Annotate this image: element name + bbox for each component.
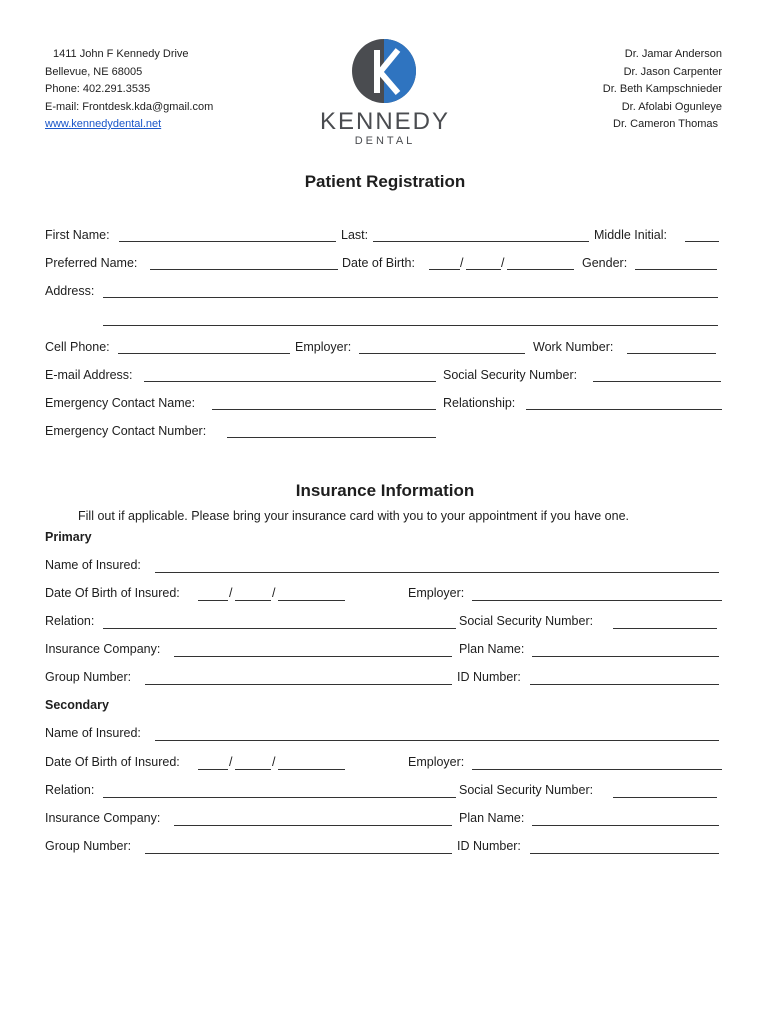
secondary-employer-label: Employer:: [408, 755, 465, 769]
primary-name-of-insured-field[interactable]: [155, 572, 719, 573]
preferred-name-field[interactable]: [150, 269, 338, 270]
first-name-field[interactable]: [119, 241, 336, 242]
primary-group-number-label: Group Number:: [45, 670, 132, 684]
primary-employer-field[interactable]: [472, 600, 722, 601]
secondary-employer-field[interactable]: [472, 769, 722, 770]
secondary-dob-day-field[interactable]: [235, 769, 271, 770]
primary-group-number-field[interactable]: [145, 684, 452, 685]
primary-dob-year-field[interactable]: [278, 600, 345, 601]
secondary-group-number-label: Group Number:: [45, 839, 132, 853]
secondary-id-number-label: ID Number:: [457, 839, 521, 853]
dob-separator: /: [460, 256, 464, 270]
date-of-birth-label: Date of Birth:: [342, 256, 415, 270]
middle-initial-label: Middle Initial:: [594, 228, 667, 242]
clinic-address-line2: Bellevue, NE 68005: [45, 65, 143, 78]
last-name-field[interactable]: [373, 241, 589, 242]
secondary-relation-label: Relation:: [45, 783, 95, 797]
secondary-plan-name-field[interactable]: [532, 825, 719, 826]
cell-phone-label: Cell Phone:: [45, 340, 110, 354]
primary-insurance-company-label: Insurance Company:: [45, 642, 161, 656]
address-label: Address:: [45, 284, 95, 298]
secondary-relation-field[interactable]: [103, 797, 456, 798]
primary-heading: Primary: [45, 530, 92, 544]
dob-day-field[interactable]: [466, 269, 501, 270]
address-field-line2[interactable]: [103, 325, 718, 326]
primary-id-number-field[interactable]: [530, 684, 719, 685]
relationship-label: Relationship:: [443, 396, 516, 410]
secondary-dob-insured-label: Date Of Birth of Insured:: [45, 755, 180, 769]
dob-separator: /: [272, 586, 276, 600]
first-name-label: First Name:: [45, 228, 110, 242]
email-address-label: E-mail Address:: [45, 368, 133, 382]
ssn-label: Social Security Number:: [443, 368, 578, 382]
clinic-address-line1: 1411 John F Kennedy Drive: [53, 48, 189, 60]
primary-employer-label: Employer:: [408, 586, 465, 600]
doctor-name: Dr. Beth Kampschnieder: [602, 83, 722, 95]
dob-separator: /: [229, 586, 233, 600]
logo-circle-icon: [300, 36, 470, 106]
secondary-name-of-insured-label: Name of Insured:: [45, 726, 141, 740]
emergency-contact-name-field[interactable]: [212, 409, 436, 410]
primary-insurance-company-field[interactable]: [174, 656, 452, 657]
cell-phone-field[interactable]: [118, 353, 290, 354]
dob-separator: /: [272, 755, 276, 769]
primary-name-of-insured-label: Name of Insured:: [45, 558, 141, 572]
patient-registration-title: Patient Registration: [304, 172, 466, 191]
work-number-field[interactable]: [627, 353, 716, 354]
primary-ssn-field[interactable]: [613, 628, 717, 629]
dob-year-field[interactable]: [507, 269, 574, 270]
primary-ssn-label: Social Security Number:: [459, 614, 594, 628]
work-number-label: Work Number:: [533, 340, 614, 354]
primary-dob-day-field[interactable]: [235, 600, 271, 601]
secondary-name-of-insured-field[interactable]: [155, 740, 719, 741]
gender-field[interactable]: [635, 269, 717, 270]
secondary-ssn-field[interactable]: [613, 797, 717, 798]
insurance-instructions: Fill out if applicable. Please bring your insurance card with you to your appointment if you have one.: [78, 509, 630, 523]
doctor-name: Dr. Cameron Thomas: [613, 118, 718, 130]
address-field-line1[interactable]: [103, 297, 718, 298]
preferred-name-label: Preferred Name:: [45, 256, 138, 270]
clinic-phone: Phone: 402.291.3535: [45, 83, 151, 95]
logo-subtitle: DENTAL: [354, 135, 416, 147]
secondary-plan-name-label: Plan Name:: [459, 811, 525, 825]
middle-initial-field[interactable]: [685, 241, 719, 242]
secondary-insurance-company-field[interactable]: [174, 825, 452, 826]
clinic-email: E-mail: Frontdesk.kda@gmail.com: [45, 100, 214, 113]
doctor-list: [603, 46, 722, 134]
employer-label: Employer:: [295, 340, 352, 354]
emergency-contact-name-label: Emergency Contact Name:: [45, 396, 196, 410]
insurance-information-title: Insurance Information: [295, 481, 475, 500]
secondary-dob-year-field[interactable]: [278, 769, 345, 770]
clinic-info: [45, 46, 213, 134]
secondary-ssn-label: Social Security Number:: [459, 783, 594, 797]
secondary-group-number-field[interactable]: [145, 853, 452, 854]
secondary-id-number-field[interactable]: [530, 853, 719, 854]
doctor-name: Dr. Jamar Anderson: [624, 48, 722, 60]
primary-plan-name-label: Plan Name:: [459, 642, 525, 656]
primary-plan-name-field[interactable]: [532, 656, 719, 657]
secondary-dob-month-field[interactable]: [198, 769, 228, 770]
primary-dob-insured-label: Date Of Birth of Insured:: [45, 586, 180, 600]
primary-relation-field[interactable]: [103, 628, 456, 629]
doctor-name: Dr. Jason Carpenter: [623, 65, 722, 78]
email-address-field[interactable]: [144, 381, 436, 382]
dob-separator: /: [229, 755, 233, 769]
employer-field[interactable]: [359, 353, 525, 354]
logo-name: KENNEDY: [319, 108, 451, 135]
primary-dob-month-field[interactable]: [198, 600, 228, 601]
primary-id-number-label: ID Number:: [457, 670, 521, 684]
emergency-contact-number-label: Emergency Contact Number:: [45, 424, 207, 438]
gender-label: Gender:: [582, 256, 628, 270]
primary-relation-label: Relation:: [45, 614, 95, 628]
last-name-label: Last:: [341, 228, 369, 242]
kennedy-dental-logo: [300, 36, 470, 148]
dob-month-field[interactable]: [429, 269, 460, 270]
ssn-field[interactable]: [593, 381, 721, 382]
dob-separator: /: [501, 256, 505, 270]
emergency-contact-number-field[interactable]: [227, 437, 436, 438]
secondary-heading: Secondary: [45, 698, 109, 712]
secondary-insurance-company-label: Insurance Company:: [45, 811, 161, 825]
clinic-website-link[interactable]: www.kennedydental.net: [45, 118, 162, 130]
doctor-name: Dr. Afolabi Ogunleye: [621, 100, 722, 113]
relationship-field[interactable]: [526, 409, 722, 410]
